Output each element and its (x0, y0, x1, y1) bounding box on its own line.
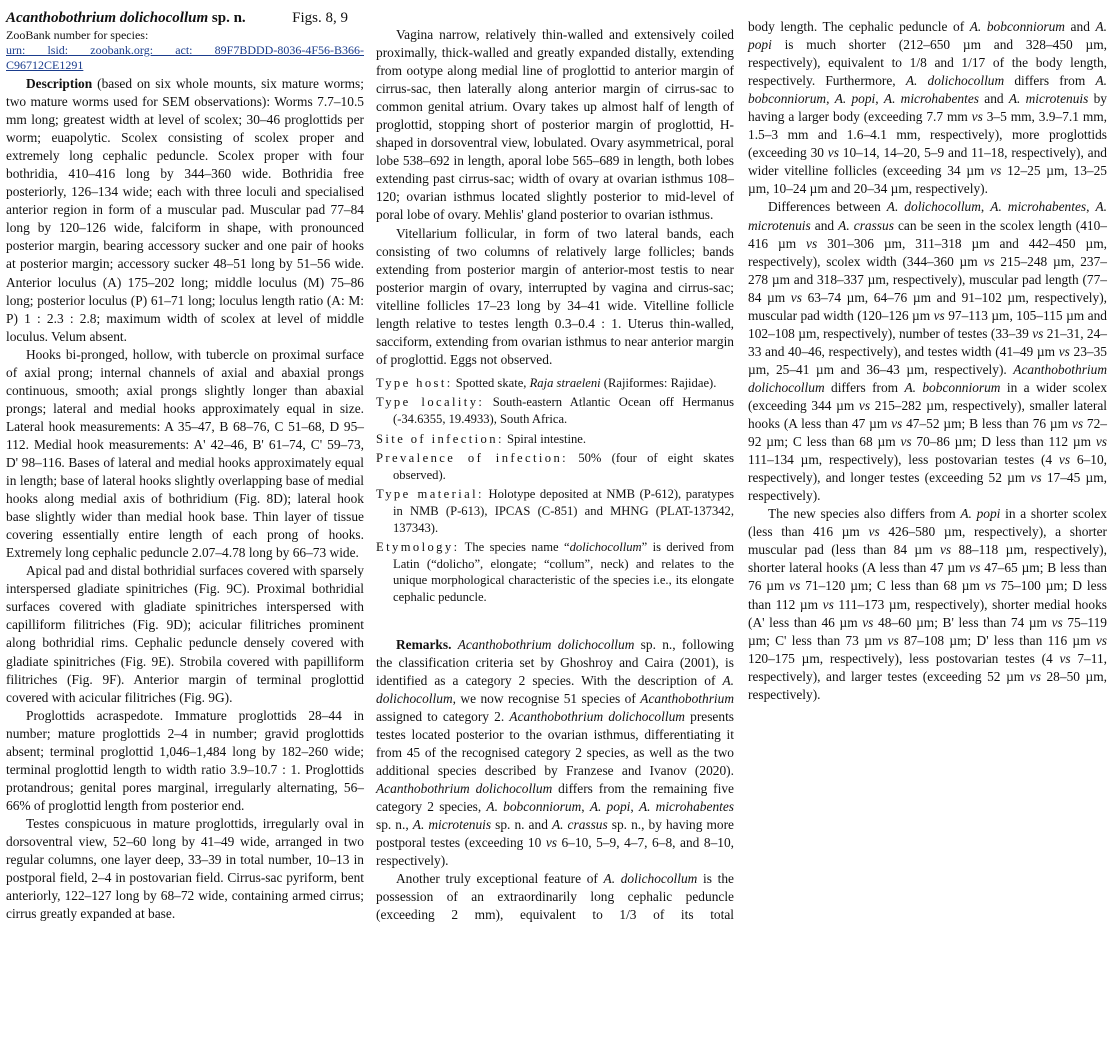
paragraph: Remarks. Acanthobothrium dolichocollum sp. n., following the classification criteria set by Ghoshroy and Caira (2001), is identified as a category 2 species. With the description of A. dolichocollum, we now recognise 51 species of Acanthobothrium assigned to category 2. Acanthobothrium dolichocollum presents testes located posterior to the ovarian isthmus, differentiating it from 45 of the recognised category 2 species, as well as the two additional species described by Franzese and Ivanov (2020). Acanthobothrium dolichocollum differs from the remaining five category 2 species, A. bobconniorum, A. popi, A. microhabentes sp. n., A. microtenuis sp. n. and A. crassus sp. n., by having more postporal testes (exceeding 10 vs 6–10, 5–9, 4–7, 6–8, and 8–10, respectively). (376, 636, 735, 869)
paragraph: Proglottids acraspedote. Immature proglottids 28–44 in number; mature proglottids 2–4 in number; gravid proglottids absent; terminal proglottid 1,046–1,484 long by 182–260 wide; terminal proglottid length to width ratio 3.9–10.7 : 1. Proglottids protandrous; genital pores marginal, irregularly alternating, 56–66% of proglottid length from posterior end. (6, 707, 364, 813)
italic-text: A. bobconniorum (486, 799, 582, 815)
zoobank-link[interactable]: urn: lsid: zoobank.org: act: 89F7BDDD-8036-4F56-B366-C96712CE1291 (6, 43, 364, 72)
italic-text: A. microtenuis (748, 199, 1107, 233)
paragraph: Testes conspicuous in mature proglottids, irregularly oval in dorsoventral view, 52–60 long by 41–49 wide, arranged in two regular columns, one layer deep, 33–39 in total number, 10–13 in postporal field, 2–4 in postovarian field. Cirrus-sac pyriform, bent anteriorly, 122–127 long by 68–72 wide, containing armed cirrus; cirrus greatly expanded at base. (6, 815, 364, 922)
italic-text: A. dolichocollum (886, 199, 981, 215)
italic-text: vs (789, 578, 801, 594)
italic-text: Acanthobothrium dolichocollum (376, 780, 553, 796)
zoobank-label: ZooBank number for species: (6, 28, 149, 42)
italic-text: vs (971, 109, 983, 125)
paragraph: Apical pad and distal bothridial surfaces covered with sparsely interspersed gladiate spinitriches (Fig. 9C). Proximal bothridial surfaces covered with gladiate spinitriches interspersed with capilliform filitriches (Fig. 9D); acicular filitriches prominent along bothridial rims. Cephalic peduncle densely covered with gladiate spinitriches (Fig. 9E). Strobila covered with papilliform filitriches (Fig. 9F). Anterior margin of terminal proglottid covered with acicular filitriches (Fig. 9G). (6, 563, 364, 705)
italic-text: vs (891, 416, 903, 432)
italic-text: vs (1095, 434, 1107, 450)
bold-text: Description (26, 76, 93, 91)
type-data-entry: Type locality: South-eastern Atlantic Ocean off Hermanus (-34.6355, 19.4933), South Africa. (376, 395, 734, 427)
italic-text: vs (827, 145, 839, 161)
paragraph: Vitellarium follicular, in form of two lateral bands, each consisting of two columns of relatively large follicles; bands extending from posterior margin of anterior-most testis to near posterior margin of ovary, interrupted by vagina and cirrus-sac; vitelline follicles 17–23 long by 34–41 wide. Vitelline follicle length relative to testes length 0.3–0.4 : 1. Uterus thin-walled, sacciform, extending from ovarian isthmus to near anterior margin of proglottid. Eggs not observed. (376, 225, 734, 367)
type-data-label: Type locality: (376, 395, 485, 410)
italic-text: A. microhabentes (883, 91, 980, 107)
italic-text: A. microhabentes (638, 799, 735, 815)
species-suffix: sp. n. (211, 10, 246, 26)
italic-text: A. popi (960, 506, 1001, 522)
italic-text: vs (822, 596, 834, 612)
italic-text: vs (1058, 452, 1071, 468)
italic-text: A. popi (748, 19, 1107, 53)
italic-text: vs (858, 397, 871, 413)
italic-text: A. dolichocollum (603, 871, 698, 887)
paragraph: Description (based on six whole mounts, six mature worms; two mature worms used for SEM observations): Worms 7.7–10.5 mm long; greatest width at level of scolex; 30–46 proglottids per worm; euapolytic. Scolex consisting of scolex proper and extremely long cephalic peduncle. Scolex proper with four bothridia, 410–416 long by 344–360 wide. Bothridia free posteriorly, 126–134 wide; each with three loculi and specialised anterior region in form of a muscular pad. Muscular pad 77–84 long by 120–126 wide, falciform in shape, with pronounced posterior margin, bearing accessory sucker and one pair of hooks at posterior margin; accessory sucker 48–51 long by 51–56 wide. Anterior loculus (A) 175–202 long; middle loculus (M) 75–86 long; posterior loculus (P) 61–71 long; loculus length ratio (A: M: P) 1 : 2.3 : 2.8; maximum width of scolex at level of middle loculus. Velum absent. (6, 76, 364, 344)
type-data-label: Etymology: (376, 540, 460, 555)
italic-text: vs (1032, 325, 1044, 341)
type-data-entry: Etymology: The species name “dolichocollum” is derived from Latin (“dolicho”, elongate; “collum”, neck) and relates to the unique morphological characteristic of the species i.e., its elongate cephalic peduncle. (376, 540, 734, 605)
italic-text: vs (969, 560, 981, 576)
remarks-continued (748, 18, 1107, 704)
type-data-entry: Type material: Holotype deposited at NMB (P-612), paratypes in NMB (P-613), IPCAS (C-851) and MHNG (PLAT-137342, 137343). (376, 487, 735, 535)
italic-text: vs (862, 614, 874, 630)
paragraph: The new species also differs from A. popi in a shorter scolex (less than 416 µm vs 426–580 µm, respectively), a shorter muscular pad (less than 84 µm vs 88–118 µm, respectively), shorter lateral hooks (A less than 47 µm vs 47–65 µm; B less than 76 µm vs 71–120 µm; C less than 68 µm vs 75–100 µm; D less than 112 µm vs 111–173 µm, respectively), shorter medial hooks (A' less than 46 µm vs 48–60 µm; B' less than 74 µm vs 75–119 µm; C' less than 73 µm vs 87–108 µm; D' less than 116 µm vs 120–175 µm, respectively), less postovarian testes (4 vs 7–11, respectively), and larger testes (exceeding 52 µm vs 28–50 µm, respectively). (748, 506, 1108, 702)
italic-text: vs (990, 163, 1002, 179)
anatomy-section (376, 26, 734, 369)
italic-text: vs (1029, 668, 1041, 684)
type-data-label: Type host: (376, 375, 453, 390)
italic-text: vs (983, 253, 995, 269)
italic-text: A. dolichocollum (905, 73, 1005, 89)
italic-text: vs (939, 542, 952, 558)
italic-text: A. bobconniorum (748, 73, 1107, 107)
italic-text: vs (984, 578, 996, 594)
italic-text: vs (868, 524, 880, 540)
italic-text: Acanthobothrium dolichocollum (457, 636, 635, 652)
italic-text: vs (1071, 416, 1084, 432)
figure-reference: Figs. 8, 9 (292, 10, 348, 26)
italic-text: A. crassus (838, 217, 894, 233)
italic-text: vs (545, 835, 557, 851)
paragraph: Differences between A. dolichocollum, A. microhabentes, A. microtenuis and A. crassus can be seen in the scolex length (410–416 µm vs 301–306 µm, 311–318 µm and 442–450 µm, respectively), scolex width (344–360 µm vs 215–248 µm, 237–278 µm and 318–337 µm, respectively), muscular pad length (77–84 µm vs 63–74 µm, 64–76 µm and 91–102 µm, respectively), muscular pad width (120–126 µm vs 97–113 µm, 105–115 µm and 102–108 µm, respectively), number of testes (33–39 vs 21–31, 24–33 and 40–46, respectively), and testes width (41–49 µm vs 23–35 µm, 25–41 µm and 36–43 µm, respectively). Acanthobothrium dolichocollum differs from A. bobconniorum in a wider scolex (exceeding 344 µm vs 215–282 µm, respectively), smaller lateral hooks (A less than 47 µm vs 47–52 µm; B less than 76 µm vs 72–92 µm; C less than 68 µm vs 70–86 µm; D less than 112 µm vs 111–134 µm, respectively), less postovarian testes (4 vs 6–10, respectively), and longer testes (exceeding 52 µm vs 17–45 µm, respectively). (748, 199, 1108, 504)
type-data-entry: Site of infection: Spiral intestine. (376, 431, 587, 446)
italic-text: Acanthobothrium dolichocollum (748, 361, 1107, 395)
italic-text: A. bobconniorum (904, 379, 1001, 395)
column-1 (6, 0, 364, 923)
italic-text: vs (933, 307, 945, 323)
type-data-section (376, 375, 734, 606)
italic-text: A. crassus (551, 817, 608, 833)
paragraph: Another truly exceptional feature of A. dolichocollum is the possession of an extraordinarily long cephalic peduncle (exceeding 2 mm), equivalent to 1/3 of its total (376, 871, 734, 923)
paragraph: Hooks bi-pronged, hollow, with tubercle on proximal surface of axial prong; internal channels of axial and abaxial prongs continuous, smooth; axial prongs slightly longer than abaxial prongs; lateral and medial hooks approximately equal in size. Lateral hook measurements: A 35–47, B 68–76, C 51–68, D 95–112. Medial hook measurements: A' 42–46, B' 61–74, C' 59–73, D' 98–116. Bases of lateral and medial hooks approximately equal in length; base of lateral hooks slightly overlapping base of medial hooks along medial axis of bothridium (Fig. 8D); lateral hook base slightly wider than medial hook base. Thin layer of tissue covering essentially entire length of each prong of hooks. Extremely long cephalic peduncle 2.07–4.78 long by 66–73 wide. (6, 346, 364, 561)
type-data-label: Site of infection: (376, 431, 504, 446)
italic-text: vs (900, 434, 912, 450)
column-2 (376, 26, 734, 924)
type-data-label: Prevalence of infection: (376, 451, 569, 466)
italic-text: A. popi (834, 91, 876, 107)
italic-text: A. microhabentes (990, 199, 1087, 215)
italic-text: vs (1059, 650, 1071, 666)
species-name: Acanthobothrium dolichocollum (6, 10, 209, 26)
type-data-entry: Prevalence of infection: 50% (four of eight skates observed). (376, 451, 734, 482)
italic-text: A. microtenuis (412, 817, 492, 833)
italic-text: A. popi (589, 799, 631, 815)
italic-text: Acanthobothrium (640, 690, 734, 706)
italic-text: vs (1095, 632, 1107, 648)
italic-text: A. dolichocollum (376, 672, 734, 706)
italic-text: A. microtenuis (1008, 91, 1089, 107)
italic-text: Acanthobothrium dolichocollum (509, 708, 685, 724)
italic-text: dolichocollum (569, 540, 642, 555)
description-section (6, 75, 364, 923)
paragraph: Vagina narrow, relatively thin-walled and extensively coiled proximally, thick-walled and greatly expanded distally, extending from ootype along medial line of proglottid to anterior margin of cirrus-sac, then laterally along anterior margin of cirrus-sac to common genital atrium. Ovary takes up almost half of length of proglottid, stopping short of posterior margin of proglottid, H-shaped in dorsoventral view, lobulated. Ovary asymmetrical, poral lobe 538–692 in length, aporal lobe 565–689 in length, both lobes extending past cirrus-sac; width of ovary at ovarian isthmus 108–120; ovarian isthmus located slightly posterior to mid-level of poral lobe of ovary. Mehlis' gland posterior to ovarian isthmus. (376, 27, 734, 223)
italic-text: vs (790, 289, 802, 305)
italic-text: Raja straeleni (529, 375, 601, 390)
italic-text: A. bobconniorum (969, 19, 1065, 34)
italic-text: vs (887, 632, 899, 648)
italic-text: vs (806, 235, 818, 251)
type-data-label: Type material: (376, 487, 484, 502)
italic-text: vs (1058, 343, 1070, 359)
species-heading (6, 9, 364, 28)
column-3 (748, 18, 1107, 704)
bold-text: Remarks. (396, 636, 452, 652)
paragraph: body length. The cephalic peduncle of A. bobconniorum and A. popi is much shorter (212–650 µm and 328–450 µm, respectively), equivalent to 1/8 and 1/17 of the body length, respectively. Furthermore, A. dolichocollum differs from A. bobconniorum, A. popi, A. microhabentes and A. microtenuis by having a larger body (exceeding 7.7 mm vs 3–5 mm, 3.9–7.1 mm, 1.5–3 mm and 1.6–4.1 mm, respectively), more proglottids (exceeding 30 vs 10–14, 14–20, 5–9 and 11–18, respectively), and wider vitelline follicles (exceeding 34 µm vs 12–25 µm, 13–25 µm, 10–24 µm and 20–34 µm, respectively). (748, 19, 1107, 197)
remarks-section (376, 636, 734, 925)
type-data-entry: Type host: Spotted skate, Raja straeleni (Rajiformes: Rajidae). (376, 375, 717, 390)
italic-text: vs (1030, 470, 1042, 486)
italic-text: vs (1051, 614, 1063, 630)
